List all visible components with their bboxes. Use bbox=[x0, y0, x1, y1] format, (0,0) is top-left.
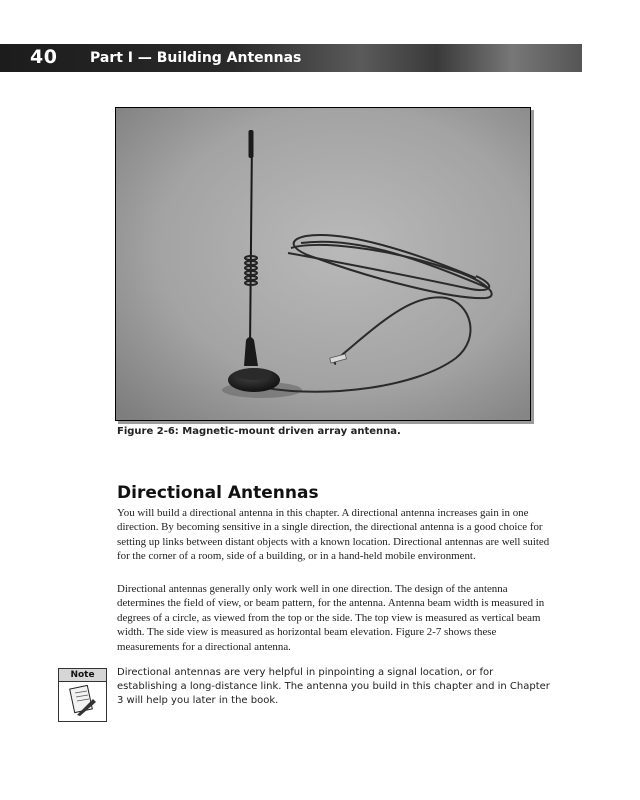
note-label: Note bbox=[59, 669, 106, 682]
page-number: 40 bbox=[30, 46, 58, 68]
note-box bbox=[58, 668, 107, 722]
antenna-photo-image bbox=[116, 108, 530, 420]
antenna-photo bbox=[115, 107, 531, 421]
section-heading: Directional Antennas bbox=[117, 483, 319, 503]
note-pencil-icon bbox=[69, 685, 97, 722]
body-paragraph: You will build a directional antenna in this chapter. A directional antenna increases gain in one direction. By becoming sensitive in a single direction, the directional antenna is a good choice for setting up links between distant objects with a known location. Directional antennas are well suited for the corner of a room, side of a building, or in a hand-held mobile environment. bbox=[117, 507, 550, 563]
part-title: Part I — Building Antennas bbox=[90, 50, 302, 66]
figure-caption: Figure 2-6: Magnetic-mount driven array antenna. bbox=[117, 426, 401, 437]
note-text: Directional antennas are very helpful in pinpointing a signal location, or for establishing a long-distance link. The antenna you build in this chapter and in Chapter 3 will help you later in the book. bbox=[117, 667, 550, 706]
body-paragraph: Directional antennas generally only work well in one direction. The design of the antenna determines the field of view, or beam pattern, for the antenna. Antenna beam width is measured in degrees of a circle, as viewed from the top or the side. The top view is measured as vertical beam width. The side view is measured as horizontal beam elevation. Figure 2-7 shows these measurements for a directional antenna. bbox=[117, 583, 545, 653]
